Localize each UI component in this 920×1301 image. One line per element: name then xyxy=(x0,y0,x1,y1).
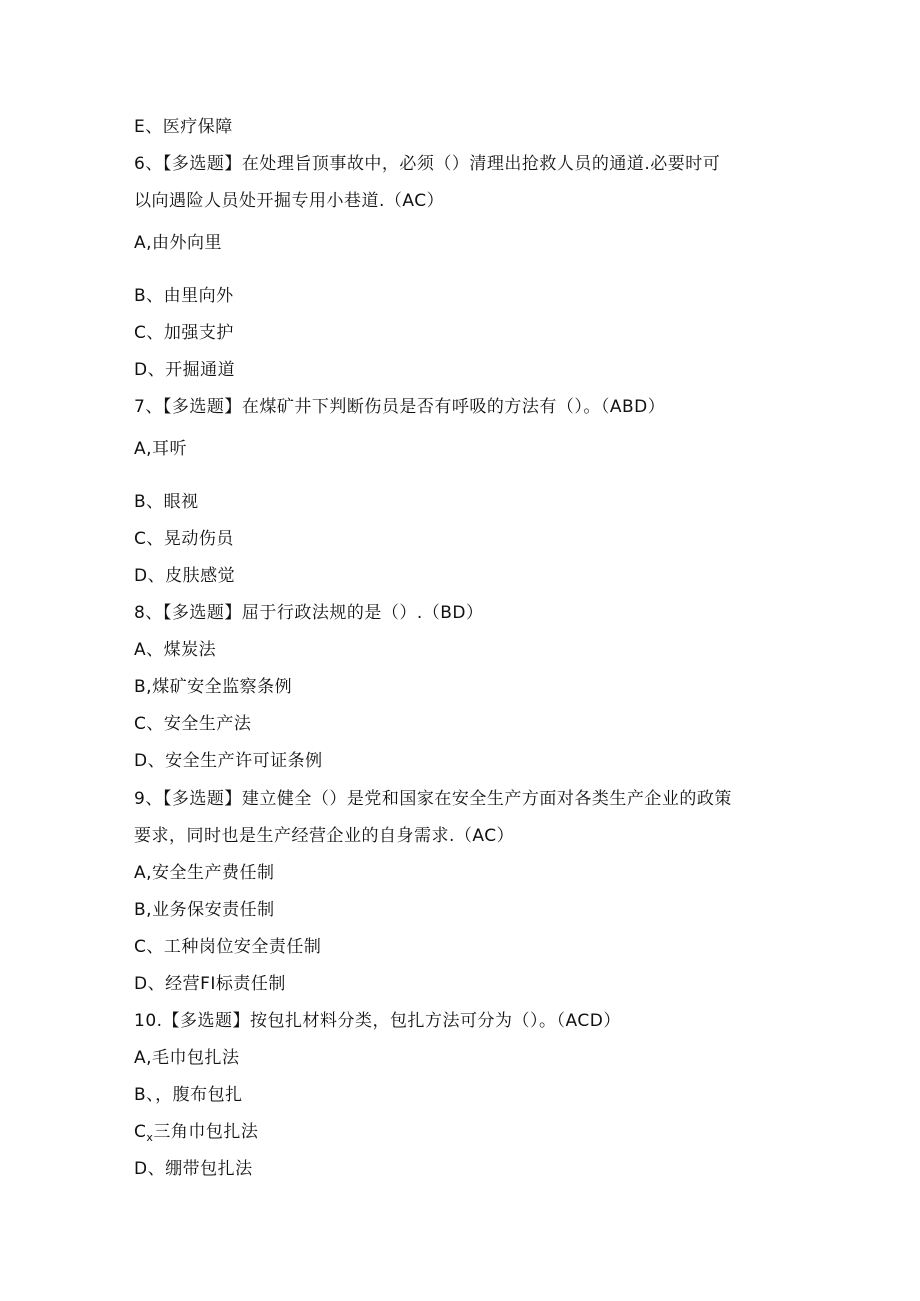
option-c-q9: C、工种岗位安全责任制 xyxy=(134,937,322,957)
option-c-q8: C、安全生产法 xyxy=(134,714,252,734)
option-c-subscript: x xyxy=(146,1131,154,1144)
question-7: 7、【多选题】在煤矿井下判断伤员是否有呼吸的方法有（）。（ABD） xyxy=(134,397,666,417)
option-e-q5: E、医疗保障 xyxy=(134,117,233,137)
option-c-q6: C、加强支护 xyxy=(134,323,234,343)
option-c-q7: C、晃动伤员 xyxy=(134,529,234,549)
option-c-q10 xyxy=(134,1121,258,1149)
question-10: 10.【多选题】按包扎材料分类，包扎方法可分为（）。（ACD） xyxy=(134,1011,621,1031)
option-b-q8: B,煤矿安全监察条例 xyxy=(134,677,293,697)
option-d-q9: D、经营FI标责任制 xyxy=(134,974,286,994)
question-9-line-1: 9、【多选题】建立健全（）是党和国家在安全生产方面对各类生产企业的政策 xyxy=(134,789,732,809)
option-b-q10: B、，腹布包扎 xyxy=(134,1085,243,1105)
option-c-text: 三角巾包扎法 xyxy=(153,1122,259,1142)
option-b-q9: B,业务保安责任制 xyxy=(134,900,275,920)
question-6-line-1: 6、【多选题】在处理旨顶事故中，必须（）清理出抢救人员的通道.必要时可 xyxy=(134,154,721,174)
option-b-q6: B、由里向外 xyxy=(134,286,234,306)
option-d-q8: D、安全生产许可证条例 xyxy=(134,751,323,771)
option-d-q10: D、绷带包扎法 xyxy=(134,1159,253,1179)
option-c-letter: C xyxy=(134,1122,147,1142)
option-a-q10: A,毛巾包扎法 xyxy=(134,1048,240,1068)
option-a-q6: A,由外向里 xyxy=(134,233,223,253)
question-6-line-2: 以向遇险人员处开掘专用小巷道.（AC） xyxy=(134,191,445,211)
question-8: 8、【多选题】屈于行政法规的是（）.（BD） xyxy=(134,603,484,623)
option-b-q7: B、眼视 xyxy=(134,492,199,512)
option-d-q7: D、皮肤感觉 xyxy=(134,566,236,586)
option-a-q8: A、煤炭法 xyxy=(134,640,217,660)
option-a-q9: A,安全生产费任制 xyxy=(134,863,275,883)
option-d-q6: D、开掘通道 xyxy=(134,360,236,380)
question-9-line-2: 要求，同时也是生产经营企业的自身需求.（AC） xyxy=(134,826,515,846)
option-a-q7: A,耳听 xyxy=(134,439,188,459)
